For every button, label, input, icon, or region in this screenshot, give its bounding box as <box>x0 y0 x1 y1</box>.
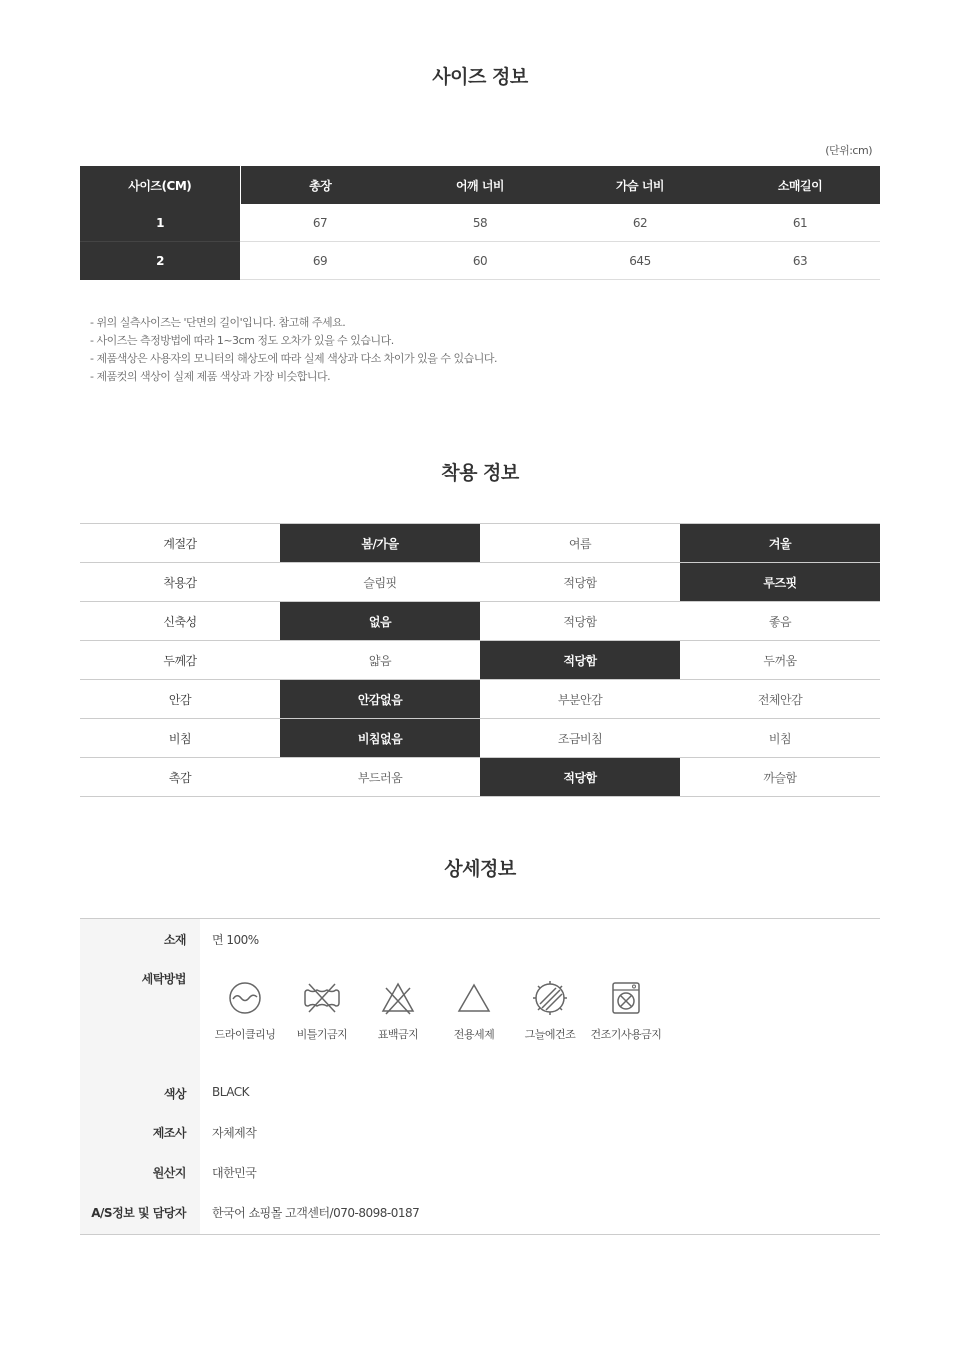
fit-row <box>80 524 880 563</box>
origin-value: 대한민국 <box>212 1166 257 1180</box>
manufacturer-row <box>80 1124 880 1144</box>
shoulder-cell: 60 <box>400 242 560 280</box>
care-label: 비틀기금지 <box>296 1028 348 1041</box>
color-label: 색상 <box>163 1087 186 1101</box>
fit-row <box>80 563 880 602</box>
fit-option: 두꺼움 <box>680 641 880 680</box>
fit-option-selected: 없음 <box>280 602 480 641</box>
as-info-row <box>80 1204 880 1224</box>
fit-option-selected: 적당함 <box>480 758 680 797</box>
fit-option-selected: 겨울 <box>680 524 880 563</box>
fit-option: 슬림핏 <box>280 563 480 602</box>
fit-option: 여름 <box>480 524 680 563</box>
shoulder-col-header: 어깨 너비 <box>400 166 560 204</box>
chest-col-header: 가슴 너비 <box>560 166 720 204</box>
care-item <box>207 980 283 1042</box>
fit-info-title: 착용 정보 <box>441 462 519 484</box>
fit-option-selected: 봄/가을 <box>280 524 480 563</box>
shoulder-cell: 58 <box>400 204 560 242</box>
material-value: 면 100% <box>212 933 259 947</box>
size-info-title: 사이즈 정보 <box>432 66 528 88</box>
care-item <box>436 980 512 1042</box>
care-label: 전용세제 <box>453 1028 495 1041</box>
fit-option: 까슬함 <box>680 758 880 797</box>
table-row <box>80 242 880 280</box>
color-value: BLACK <box>212 1085 249 1099</box>
note-line: - 제품색상은 사용자의 모니터의 해상도에 따라 실제 색상과 다소 차이가 있을 수 있습니다. <box>90 352 497 365</box>
care-label: 그늘에건조 <box>524 1028 576 1041</box>
fit-option-selected: 루즈핏 <box>680 563 880 602</box>
fit-row <box>80 680 880 719</box>
fit-option-selected: 안감없음 <box>280 680 480 719</box>
length-cell: 69 <box>240 242 400 280</box>
length-col-header: 총장 <box>240 166 400 204</box>
fit-row-label: 착용감 <box>80 563 280 602</box>
fit-option-selected: 적당함 <box>480 641 680 680</box>
washing-label: 세탁방법 <box>141 972 186 986</box>
fit-row-label: 안감 <box>80 680 280 719</box>
shade-dry-icon <box>530 980 570 1016</box>
fit-option: 적당함 <box>480 602 680 641</box>
care-label: 표백금지 <box>377 1028 419 1041</box>
note-line: - 제품컷의 색상이 실제 제품 색상과 가장 비슷합니다. <box>90 370 331 383</box>
care-item <box>284 980 360 1042</box>
fit-option: 적당함 <box>480 563 680 602</box>
fit-row-label: 비침 <box>80 719 280 758</box>
no-tumble-dry-icon <box>608 980 644 1016</box>
fit-option: 조금비침 <box>480 719 680 758</box>
fit-option: 좋음 <box>680 602 880 641</box>
color-row <box>80 1085 880 1105</box>
note-line: - 위의 실측사이즈는 '단면의 길이'입니다. 참고해 주세요. <box>90 316 346 329</box>
fit-row-label: 계절감 <box>80 524 280 563</box>
fit-option-selected: 비침없음 <box>280 719 480 758</box>
unit-label: (단위:cm) <box>825 144 872 157</box>
care-label: 건조기사용금지 <box>590 1028 662 1041</box>
size-cell: 2 <box>80 242 240 280</box>
size-table-header <box>80 166 880 204</box>
size-cell: 1 <box>80 204 240 242</box>
fit-table <box>80 523 880 797</box>
sleeve-cell: 63 <box>720 242 880 280</box>
care-item <box>512 980 588 1042</box>
sleeve-cell: 61 <box>720 204 880 242</box>
fit-option: 전체안감 <box>680 680 880 719</box>
fit-option: 얇음 <box>280 641 480 680</box>
fit-row-label: 촉감 <box>80 758 280 797</box>
as-info-value: 한국어 쇼핑몰 고객센터/070-8098-0187 <box>212 1206 420 1220</box>
fit-row <box>80 602 880 641</box>
care-label: 드라이클리닝 <box>214 1028 276 1041</box>
origin-label: 원산지 <box>152 1166 186 1180</box>
fit-row-label: 두께감 <box>80 641 280 680</box>
size-col-header: 사이즈(CM) <box>80 166 240 204</box>
neutral-detergent-icon <box>456 980 492 1016</box>
detail-info-title: 상세정보 <box>444 858 516 880</box>
origin-row <box>80 1164 880 1184</box>
as-info-label: A/S정보 및 담당자 <box>91 1206 186 1220</box>
size-notes <box>90 314 497 386</box>
fit-option: 부드러움 <box>280 758 480 797</box>
dry-cleaning-icon <box>227 980 263 1016</box>
chest-cell: 62 <box>560 204 720 242</box>
no-wring-icon <box>301 980 343 1016</box>
table-row <box>80 204 880 242</box>
note-line: - 사이즈는 측정방법에 따라 1~3cm 정도 오차가 있을 수 있습니다. <box>90 334 394 347</box>
fit-option: 비침 <box>680 719 880 758</box>
washing-row <box>80 970 880 1100</box>
care-item <box>360 980 436 1042</box>
size-table <box>80 166 880 280</box>
no-bleach-icon <box>380 980 416 1016</box>
material-row <box>80 931 880 951</box>
manufacturer-label: 제조사 <box>152 1126 186 1140</box>
fit-option: 부분안감 <box>480 680 680 719</box>
fit-row <box>80 719 880 758</box>
care-item <box>588 980 664 1042</box>
fit-row-label: 신축성 <box>80 602 280 641</box>
fit-row <box>80 641 880 680</box>
manufacturer-value: 자체제작 <box>212 1126 257 1140</box>
fit-row <box>80 758 880 797</box>
material-label: 소재 <box>163 933 186 947</box>
chest-cell: 645 <box>560 242 720 280</box>
length-cell: 67 <box>240 204 400 242</box>
sleeve-col-header: 소매길이 <box>720 166 880 204</box>
detail-table <box>80 918 880 1235</box>
